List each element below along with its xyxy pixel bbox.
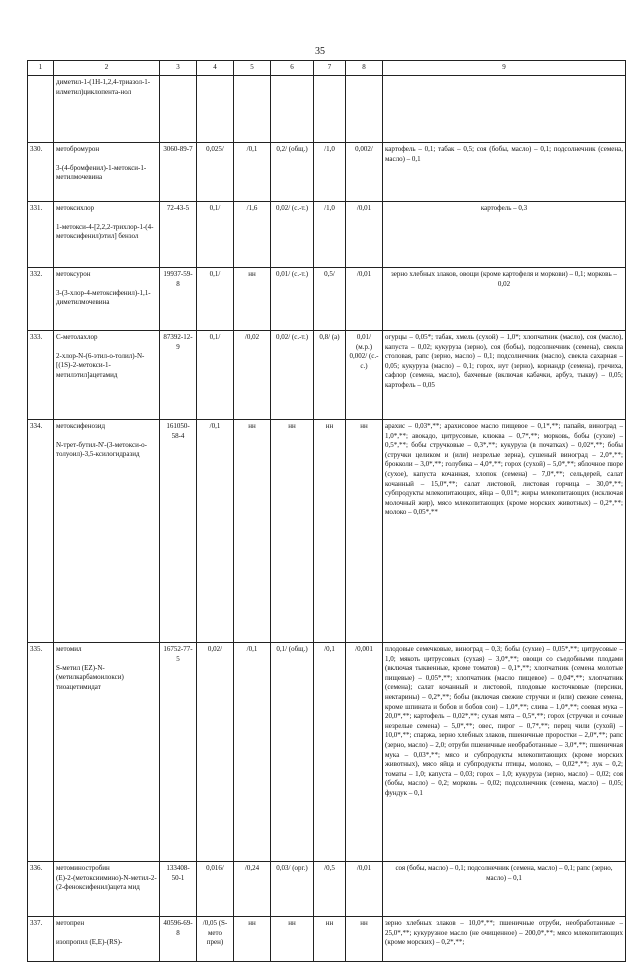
substance-name: С-метолахлор — [56, 333, 98, 341]
row-number: 335. — [28, 643, 54, 862]
value-cell: /0,5 — [314, 862, 346, 917]
substance-chemical-name: 2-хлор-N-(6-этил-о-толил)-N-[(1S)-2-метокси-1-метилэтил]ацетамид — [56, 351, 145, 379]
column-header: 8 — [346, 61, 383, 76]
value-cell: нн — [234, 917, 271, 962]
value-cell: /0,1 — [234, 643, 271, 862]
cas-number: 19937-59-8 — [160, 268, 197, 331]
value-cell: /0,01 — [346, 268, 383, 331]
cas-number: 72-43-5 — [160, 202, 197, 268]
value-cell: 0,03/ (орг.) — [271, 862, 314, 917]
cas-number: 133408-50-1 — [160, 862, 197, 917]
table-row — [28, 143, 626, 202]
value-cell: /0,02 — [234, 331, 271, 420]
value-cell — [271, 76, 314, 143]
row-number: 337. — [28, 917, 54, 962]
table-row — [28, 76, 626, 143]
substance-name: метобромурон — [56, 145, 100, 153]
value-cell: 0,1/ — [197, 268, 234, 331]
column-header: 4 — [197, 61, 234, 76]
value-cell: /0,1 — [234, 143, 271, 202]
value-cell: /1,6 — [234, 202, 271, 268]
substance-chemical-name: 1-метокси-4-[2,2,2-трихлор-1-(4-метоксифенил)этил] бензол — [56, 222, 154, 241]
cas-number: 87392-12-9 — [160, 331, 197, 420]
cas-number: 40596-69-8 — [160, 917, 197, 962]
substance-chemical-name: (Е)-2-(метоксиимино)-N-метил-2-(2-феноксифенил)ацета мид — [56, 873, 157, 892]
substance-chemical-name: N-трет-бутил-N'-(3-метокси-о-толуоил)-3,5-ксилогидразид — [56, 440, 148, 459]
column-header: 1 — [28, 61, 54, 76]
row-number: 333. — [28, 331, 54, 420]
value-cell: нн — [314, 420, 346, 643]
cas-number: 3060-89-7 — [160, 143, 197, 202]
substance-name-cell — [54, 862, 160, 917]
substance-name-cell — [54, 202, 160, 268]
row-number: 334. — [28, 420, 54, 643]
value-cell: 0,1/ (общ.) — [271, 643, 314, 862]
value-cell: /1,0 — [314, 143, 346, 202]
value-cell: /0,01 — [346, 862, 383, 917]
value-cell: 0,1/ — [197, 202, 234, 268]
value-cell: /0,001 — [346, 643, 383, 862]
substance-name: метоксихлор — [56, 204, 95, 212]
value-cell: 0,002/ — [346, 143, 383, 202]
value-cell — [346, 76, 383, 143]
value-cell: 0,025/ — [197, 143, 234, 202]
substance-chemical-name: 3-(3-хлор-4-метоксифенил)-1,1-диметилмочевина — [56, 288, 151, 307]
substance-name: метомил — [56, 645, 82, 653]
cas-number — [160, 76, 197, 143]
value-cell: /0,1 — [314, 643, 346, 862]
cas-number: 16752-77-5 — [160, 643, 197, 862]
row-number: 332. — [28, 268, 54, 331]
column-header: 7 — [314, 61, 346, 76]
table-row — [28, 917, 626, 962]
column-header: 9 — [383, 61, 626, 76]
value-cell: 0,01/ (с.-т.) — [271, 268, 314, 331]
value-cell: 0,02/ (с.-т.) — [271, 202, 314, 268]
row-number: 331. — [28, 202, 54, 268]
value-cell: нн — [314, 917, 346, 962]
value-cell: нн — [234, 268, 271, 331]
substance-name-cell — [54, 643, 160, 862]
cas-number: 161050-58-4 — [160, 420, 197, 643]
value-cell — [234, 76, 271, 143]
row-number: 330. — [28, 143, 54, 202]
substance-name-cell — [54, 268, 160, 331]
value-cell: /1,0 — [314, 202, 346, 268]
value-cell: 0,5/ — [314, 268, 346, 331]
value-cell: нн — [346, 420, 383, 643]
substance-name-cell — [54, 76, 160, 143]
substance-name-cell — [54, 143, 160, 202]
value-cell: 0,8/ (а) — [314, 331, 346, 420]
value-cell: 0,016/ — [197, 862, 234, 917]
residue-limits: плодовые семечковые, виноград – 0,3; бобы (сухие) – 0,05*,**; цитрусовые – 1,0; мякоть цитрусовых (сухая) – 3,0*,**; овощи со съедобными плодами (включая тыквенные, кроме томатов) – 0,1*,**; хлопчатник (семена молотые пищевые) – 0,05*,**; хлопчатник (масло пищевое) – 0,04*,**; хлопчатник (семена); салат кочанный и листовой, плодовые косточковые (персики, нектарины) – 0,2*,**; бобы (включая свежие стручки и (или) свежие семена, кроме шпината и бобов и бобов сои) – 1,0*,**; слива – 1,0*,**; соевая мука – 20,0*,**; картофель – 0,02*,**; сухая мята – 0,5*,**; горох (стручки и сочные незрелые семена) – 5,0*,**; овес, пирог – 0,7*,**; перец чили (сухой) – 10,0*,**; спаржа, зерно хлебных злаков, пшеничные проростки – 2,0*,**; рапс (зерно, масло) – 2,0; отруби пшеничные необработанные – 3,0*,**; пшеничная мука – 0,03*,**; мясо и субпродукты млекопитающих (кроме морских животных), мясо яйца и субпродукты птицы, молоко, – 0,02*,**; лук – 0,2; томаты – 1,0; капуста – 0,03; горох – 1,0; кукуруза (зерно, масло) – 0,02; соя (бобы, масло) – 0,2; морковь – 0,02; подсолнечник (семена, масло) – 0,05; фундук – 0,1 — [383, 643, 626, 862]
value-cell: нн — [271, 917, 314, 962]
value-cell: /0,24 — [234, 862, 271, 917]
value-cell: 0,1/ — [197, 331, 234, 420]
substance-chemical-name: диметил-1-(1Н-1,2,4-триазол-1-илметил)циклопента-нол — [56, 78, 151, 96]
value-cell: /0,05 (S-мето прен) — [197, 917, 234, 962]
value-cell: 0,01/ (м.р.) 0,002/ (с.-с.) — [346, 331, 383, 420]
value-cell: нн — [234, 420, 271, 643]
substance-name: метоминостробин — [56, 864, 110, 872]
row-number: 336. — [28, 862, 54, 917]
table-row — [28, 643, 626, 862]
value-cell: /0,01 — [346, 202, 383, 268]
substance-name: метоксурон — [56, 270, 91, 278]
page-number: 35 — [315, 46, 325, 57]
value-cell: 0,2/ (общ.) — [271, 143, 314, 202]
value-cell: нн — [346, 917, 383, 962]
row-number — [28, 76, 54, 143]
residue-limits: арахис – 0,03*,**; арахисовое масло пищевое – 0,1*,**; папайя, виноград – 1,0*,**; авокадо, цитрусовые, клюква – 0,7*,**; морковь, бобы (сухие) – 0,5*,**; бобы стручковые – 0,3*,**; кукуруза (в початках) – 0,02*,**; бобы (стручки целиком и (или) незрелые зерна), сушеный виноград – 2,0*,**; брокколи – 3,0*,**; голубика – 4,0*,**; горох (сухой) – 5,0*,**; яблочное пюре (сухое), капуста кочанная, хлопок (семена) – 7,0*,**; сельдерей, салат кочанный – 15,0*,**; салат листовой, листовая горчица – 30,0*,**; субпродукты млекопитающих, яйца – 0,01*; жиры млекопитающих (исключая молочный жир), мясо млекопитающих (кроме морских животных) – 0,2*,**; молоко – 0,05*,** — [383, 420, 626, 643]
substance-chemical-name: 3-(4-бромфенил)-1-метокси-1-метилмочевина — [56, 163, 147, 182]
substance-name: метопрен — [56, 919, 85, 927]
substance-name-cell — [54, 420, 160, 643]
residue-limits: зерно хлебных злаков, овощи (кроме картофеля и моркови) – 0,1; морковь – 0,02 — [383, 268, 626, 331]
value-cell — [197, 76, 234, 143]
table-row — [28, 268, 626, 331]
column-header: 5 — [234, 61, 271, 76]
residue-limits — [383, 76, 626, 143]
header-row — [28, 61, 626, 76]
substance-name: метоксифенозид — [56, 422, 106, 430]
table-row — [28, 331, 626, 420]
substance-name-cell — [54, 331, 160, 420]
value-cell: нн — [271, 420, 314, 643]
column-header: 3 — [160, 61, 197, 76]
residue-limits: картофель – 0,3 — [383, 202, 626, 268]
table-row — [28, 862, 626, 917]
substance-chemical-name: изопропил (E,E)-(RS)- — [56, 937, 123, 946]
column-header: 6 — [271, 61, 314, 76]
residue-limits: соя (бобы, масло) – 0,1; подсолнечник (семена, масло) – 0,1; рапс (зерно, масло) – 0,1 — [383, 862, 626, 917]
value-cell: 0,02/ (с.-т.) — [271, 331, 314, 420]
substance-name-cell — [54, 917, 160, 962]
column-header: 2 — [54, 61, 160, 76]
value-cell: 0,02/ — [197, 643, 234, 862]
table-row — [28, 202, 626, 268]
value-cell — [314, 76, 346, 143]
regulation-table — [27, 60, 626, 962]
table-row — [28, 420, 626, 643]
substance-chemical-name: S-метил (EZ)-N-(метилкарбамоилокси) тиоацетимидат — [56, 663, 124, 691]
value-cell: /0,1 — [197, 420, 234, 643]
residue-limits: огурцы – 0,05*; табак, хмель (сухой) – 1,0*; хлопчатник (масло), соя (масло), капуста – 0,02; кукуруза (зерно), соя (бобы), подсолнечник (семена), свекла столовая, рапс (зерно, масло) – 0,1; подсолнечник (масло), свекла сахарная – 0,05; кукуруза (масло) – 0,1; горох, нут (зерно), кориандр (семена), гречиха, сафлор (семена, масло), бахчевые (включая кабачки, арбуз, тыкву) – 0,05; картофель – 0,05 — [383, 331, 626, 420]
residue-limits: зерно хлебных злаков – 10,0*,**; пшеничные отруби, необработанные – 25,0*,**; кукурузное масло (не очищенное) – 200,0*,**; мясо млекопитающих (кроме морских) – 0,2*,**; — [383, 917, 626, 962]
residue-limits: картофель – 0,1; табак – 0,5; соя (бобы, масло) – 0,1; подсолнечник (семена, масло) – 0,1 — [383, 143, 626, 202]
